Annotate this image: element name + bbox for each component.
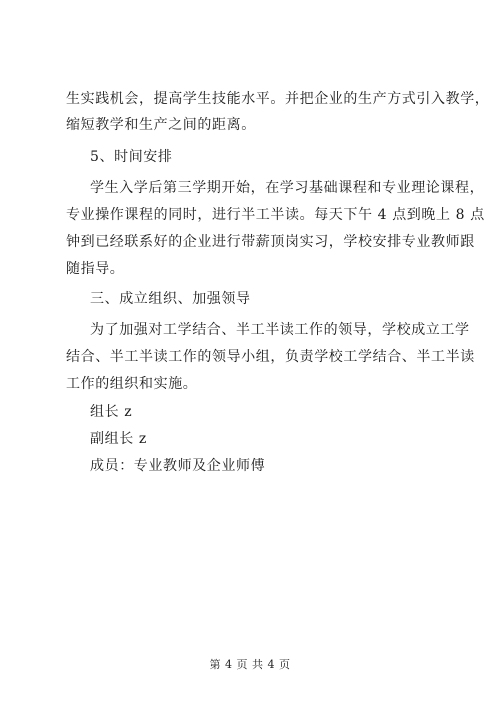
paragraph-line: 钟到已经联系好的企业进行带薪顶岗实习，学校安排专业教师跟 bbox=[66, 234, 475, 250]
list-item: 组长 z bbox=[90, 404, 133, 420]
paragraph-line: 学生入学后第三学期开始，在学习基础课程和专业理论课程， bbox=[90, 180, 485, 196]
paragraph-line: 生实践机会，提高学生技能水平。并把企业的生产方式引入教学， bbox=[66, 91, 490, 107]
paragraph-line: 工作的组织和实施。 bbox=[66, 376, 198, 392]
paragraph-line: 为了加强对工学结合、半工半读工作的领导，学校成立工学 bbox=[90, 322, 470, 338]
page-number-footer: 第 4 页 共 4 页 bbox=[209, 658, 291, 671]
section-heading: 三、成立组织、加强领导 bbox=[90, 291, 251, 307]
list-item: 成员：专业教师及企业师傅 bbox=[90, 458, 266, 474]
paragraph-line: 专业操作课程的同时，进行半工半读。每天下午 4 点到晚上 8 点 bbox=[66, 207, 485, 223]
paragraph-line: 随指导。 bbox=[66, 261, 125, 277]
section-heading: 5、时间安排 bbox=[90, 149, 173, 165]
paragraph-line: 缩短教学和生产之间的距离。 bbox=[66, 117, 256, 133]
paragraph-line: 结合、半工半读工作的领导小组，负责学校工学结合、半工半读 bbox=[66, 349, 475, 365]
list-item: 副组长 z bbox=[90, 431, 147, 447]
